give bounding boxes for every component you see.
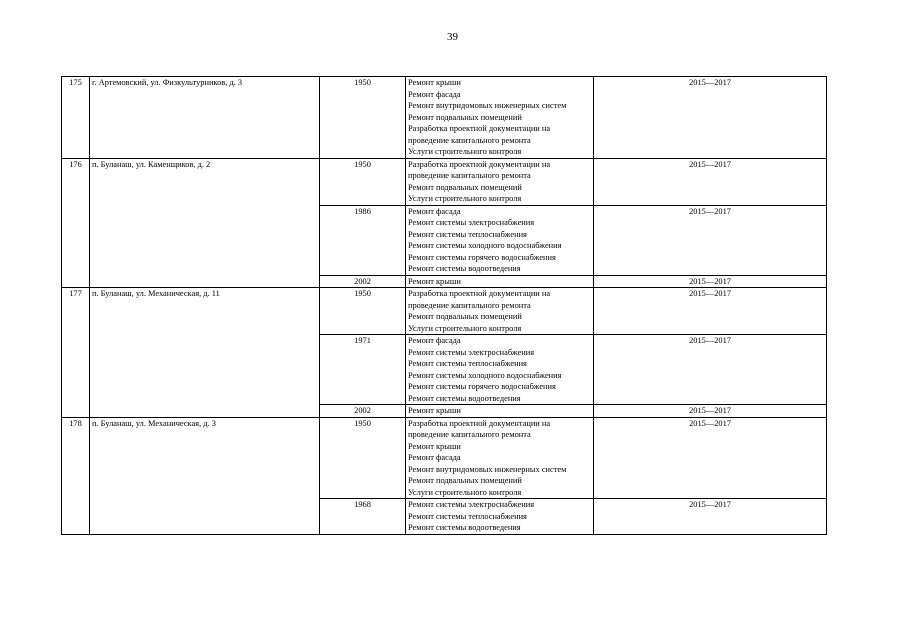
works-cell [406,158,594,205]
works-cell [406,205,594,275]
work-item: Ремонт системы водоотведения [408,523,521,532]
work-item: Ремонт крыши [408,441,461,451]
works-cell [406,417,594,499]
work-item: Разработка проектной документации на [408,289,551,298]
work-item: Ремонт системы электроснабжения [408,347,535,357]
period-cell: 2015—2017 [594,275,827,288]
work-item: Ремонт подвальных помещений [408,112,522,122]
build-year-cell: 1950 [320,288,406,335]
work-item: Ремонт крыши [408,276,461,286]
work-item: Ремонт системы электроснабжения [408,500,535,509]
work-item: Ремонт фасада [408,453,461,462]
work-item: Ремонт фасада [408,336,461,345]
period-cell: 2015—2017 [594,77,827,159]
work-item: Разработка проектной документации на [408,159,551,169]
works-cell [406,405,594,418]
work-item: Ремонт фасада [408,89,461,99]
work-item: Ремонт системы горячего водоснабжения [408,382,556,391]
work-item: Ремонт системы теплоснабжения [408,511,527,521]
work-item: Ремонт крыши [408,78,461,87]
work-item: Услуги строительного контроля [408,323,522,333]
period-cell: 2015—2017 [594,158,827,205]
entry-number: 175 [62,77,90,159]
entry-number: 177 [62,288,90,418]
works-cell [406,288,594,335]
address-cell: п. Буланаш, ул. Механическая, д. 11 [90,288,320,418]
work-item: Ремонт системы электроснабжения [408,218,535,227]
entry-number: 176 [62,158,90,288]
work-item: проведение капитального ремонта [408,171,531,180]
work-item: Ремонт внутридомовых инженерных систем [408,464,567,474]
work-item: Ремонт подвальных помещений [408,312,522,321]
address-cell: г. Артемовский, ул. Физкультурников, д. 3 [90,77,320,159]
address-cell: п. Буланаш, ул. Механическая, д. 3 [90,417,320,534]
work-item: Ремонт системы теплоснабжения [408,359,527,368]
table-row [62,77,827,159]
table-row [62,417,827,499]
period-cell: 2015—2017 [594,417,827,499]
work-item: Ремонт подвальных помещений [408,476,522,485]
work-item: Ремонт системы водоотведения [408,264,521,273]
period-cell: 2015—2017 [594,205,827,275]
repair-schedule-table [61,76,827,535]
build-year-cell: 1968 [320,499,406,535]
build-year-cell: 1950 [320,77,406,159]
work-item: Ремонт системы теплоснабжения [408,229,527,239]
table-row [62,158,827,205]
build-year-cell: 1971 [320,335,406,405]
work-item: Ремонт системы холодного водоснабжения [408,241,562,250]
work-item: Ремонт крыши [408,406,461,415]
work-item: Ремонт системы холодного водоснабжения [408,370,562,380]
work-item: Ремонт системы горячего водоснабжения [408,252,556,262]
works-cell [406,275,594,288]
work-item: Услуги строительного контроля [408,147,522,156]
work-item: проведение капитального ремонта [408,300,531,310]
table-row [62,288,827,335]
work-item: Услуги строительного контроля [408,487,522,497]
build-year-cell: 2002 [320,275,406,288]
work-item: проведение капитального ремонта [408,135,531,145]
page-number: 39 [447,31,458,43]
work-item: Ремонт подвальных помещений [408,182,522,192]
build-year-cell: 1986 [320,205,406,275]
table-body [62,77,827,535]
build-year-cell: 1950 [320,417,406,499]
work-item: Услуги строительного контроля [408,194,522,203]
period-cell: 2015—2017 [594,499,827,535]
address-cell: п. Буланаш, ул. Каменщиков, д. 2 [90,158,320,288]
work-item: Ремонт внутридомовых инженерных систем [408,101,567,110]
build-year-cell: 1950 [320,158,406,205]
period-cell: 2015—2017 [594,405,827,418]
works-cell [406,77,594,159]
works-cell [406,335,594,405]
work-item: проведение капитального ремонта [408,430,531,439]
build-year-cell: 2002 [320,405,406,418]
period-cell: 2015—2017 [594,335,827,405]
entry-number: 178 [62,417,90,534]
works-cell [406,499,594,535]
work-item: Разработка проектной документации на [408,124,551,133]
work-item: Ремонт фасада [408,206,461,216]
work-item: Разработка проектной документации на [408,418,551,428]
work-item: Ремонт системы водоотведения [408,393,521,403]
period-cell: 2015—2017 [594,288,827,335]
